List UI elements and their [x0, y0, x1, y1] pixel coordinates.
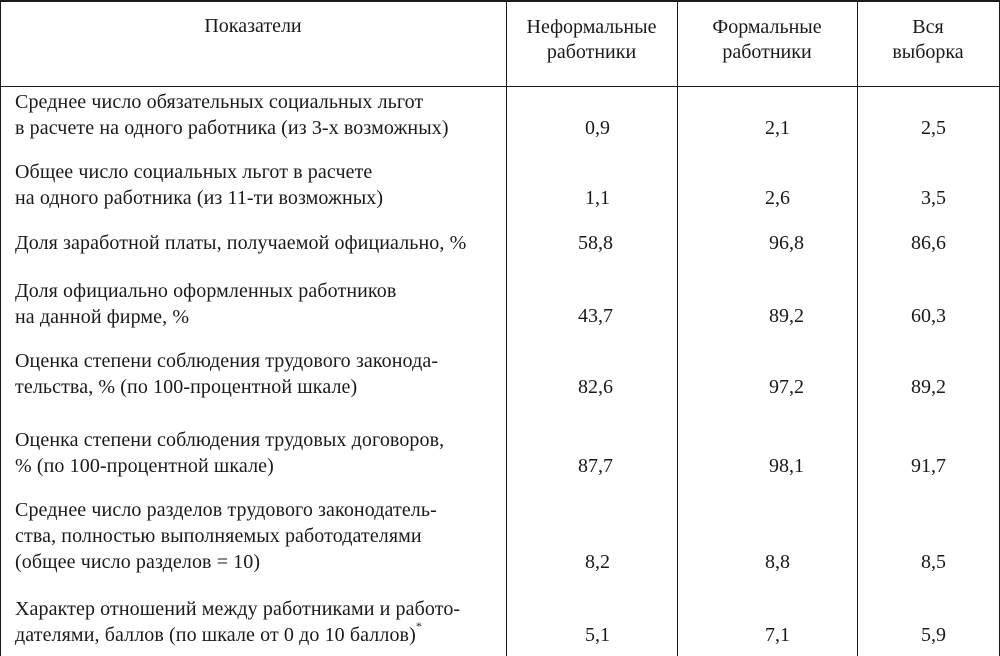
header-formal-line1: Формальные: [712, 16, 822, 38]
header-indicators: Показатели: [204, 15, 302, 37]
cell-informal: 58,8: [578, 232, 613, 254]
header-bottom-border: [0, 86, 1000, 87]
row-label-line: Доля заработной платы, получаемой официально, %: [15, 232, 467, 254]
cell-all: 86,6: [911, 232, 946, 254]
table-top-border: [0, 0, 1000, 2]
header-informal: [506, 15, 677, 65]
cell-all: 60,3: [911, 305, 946, 327]
row-label-line: Общее число социальных льгот в расчете: [15, 161, 373, 183]
row-label-line: в расчете на одного работника (из 3-х возможных): [15, 117, 449, 139]
row-label-line: Оценка степени соблюдения трудового законода-: [15, 350, 439, 372]
row-label-line: Доля официально оформленных работников: [15, 280, 397, 302]
cell-formal: 97,2: [769, 376, 804, 398]
row-label-line: Оценка степени соблюдения трудовых договоров,: [15, 429, 445, 451]
row-label-line: Среднее число обязательных социальных льгот: [15, 91, 424, 113]
table-row-label: [15, 278, 396, 330]
left-border: [0, 0, 1, 656]
row-label-line: (общее число разделов = 10): [15, 551, 261, 573]
footnote-marker: *: [415, 619, 422, 634]
cell-formal: 8,8: [765, 551, 790, 573]
header-formal: [677, 15, 857, 65]
cell-formal: 89,2: [769, 305, 804, 327]
row-label-line: Характер отношений между работниками и работо-: [15, 598, 461, 620]
cell-formal: 2,6: [765, 187, 790, 209]
row-label-line: Среднее число разделов трудового законодатель-: [15, 499, 437, 521]
header-informal-line1: Неформальные: [526, 16, 657, 38]
cell-all: 89,2: [911, 376, 946, 398]
cell-all: 5,9: [921, 624, 946, 646]
cell-all: 8,5: [921, 551, 946, 573]
cell-informal: 5,1: [585, 624, 610, 646]
row-label-line: на данной фирме, %: [15, 306, 190, 328]
cell-formal: 7,1: [765, 624, 790, 646]
row-label-line: тельства, % (по 100-процентной шкале): [15, 376, 358, 398]
table-row-label: [15, 427, 444, 479]
row-label-line: ства, полностью выполняемых работодателями: [15, 525, 422, 547]
cell-all: 2,5: [921, 117, 946, 139]
header-all-line1: Вся: [912, 16, 944, 38]
row-label-text: дателями, баллов (по шкале от 0 до 10 баллов): [15, 624, 416, 646]
cell-informal: 8,2: [585, 551, 610, 573]
table-row-label: [15, 497, 437, 575]
row-label-line: на одного работника (из 11-ти возможных): [15, 187, 384, 209]
cell-informal: 87,7: [578, 455, 613, 477]
table-row-label: [15, 159, 383, 211]
col-divider-3: [857, 0, 858, 656]
cell-informal: 43,7: [578, 305, 613, 327]
header-informal-line2: работники: [546, 41, 637, 63]
header-all: [857, 15, 999, 65]
cell-formal: 2,1: [765, 117, 790, 139]
cell-informal: 1,1: [585, 187, 610, 209]
cell-informal: 82,6: [578, 376, 613, 398]
cell-informal: 0,9: [585, 117, 610, 139]
header-all-line2: выборка: [892, 41, 964, 63]
table-row-label: [15, 230, 466, 256]
header-formal-line2: работники: [722, 41, 812, 63]
cell-formal: 96,8: [769, 232, 804, 254]
row-label-line: % (по 100-процентной шкале): [15, 455, 274, 477]
table-row-label: [15, 89, 449, 141]
table-row-label: [15, 596, 460, 648]
col-divider-2: [677, 0, 678, 656]
row-label-line: [15, 619, 460, 648]
cell-all: 3,5: [921, 187, 946, 209]
table-row-label: [15, 348, 438, 400]
cell-all: 91,7: [911, 455, 946, 477]
col-divider-1: [506, 0, 507, 656]
cell-formal: 98,1: [769, 455, 804, 477]
